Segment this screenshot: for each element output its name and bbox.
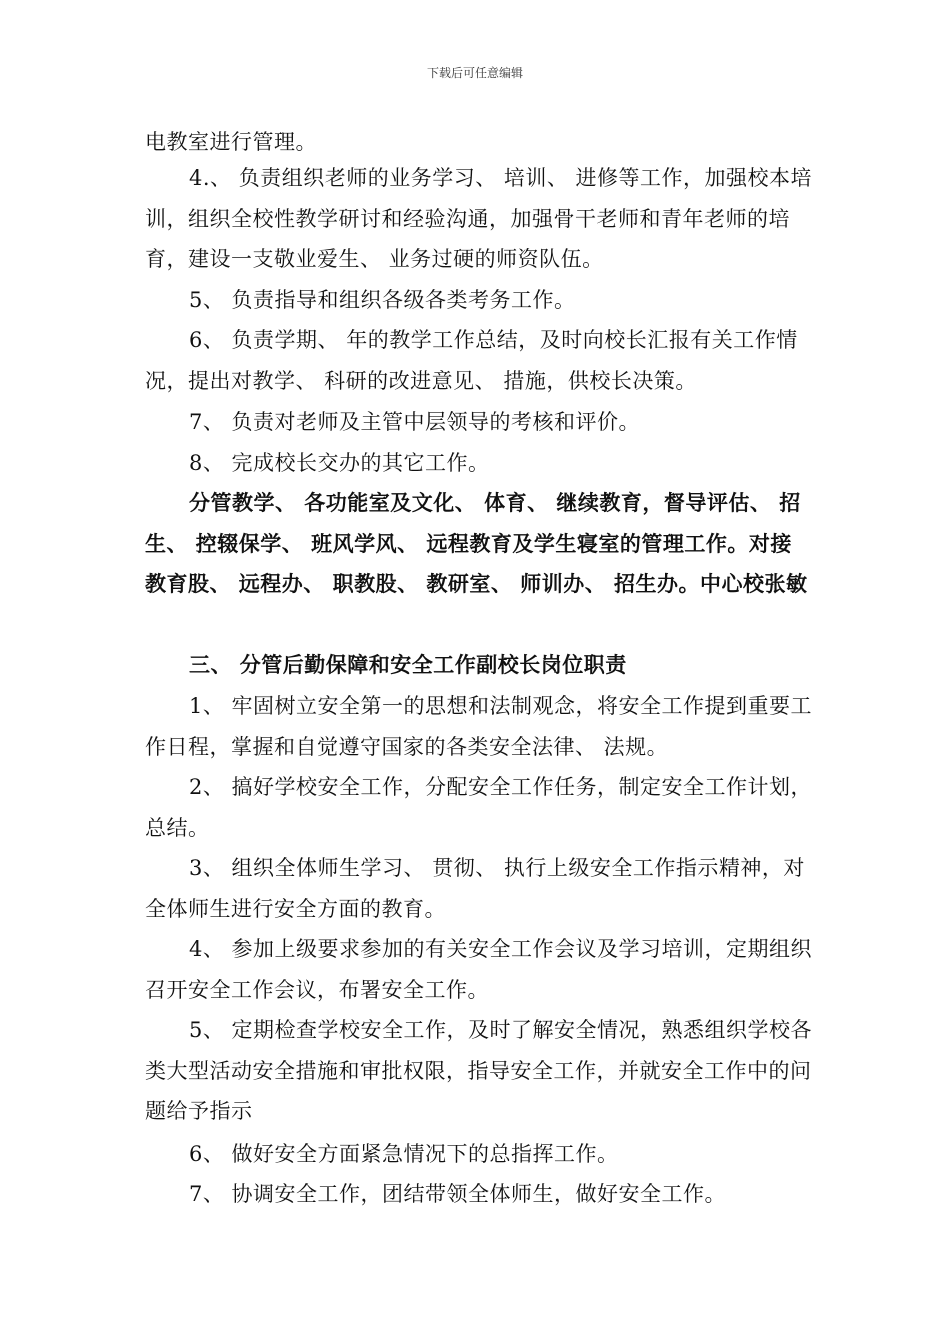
paragraph: 4.、 负责组织老师的业务学习、 培训、 进修等工作，加强校本培训，组织全校性教学研讨和经验沟通，加强骨干老师和青年老师的培育，建设一支敬业爱生、 业务过硬的师资队伍。 <box>145 166 813 271</box>
paragraph: 6、 做好安全方面紧急情况下的总指挥工作。 <box>189 1142 619 1166</box>
paragraph: 2、 搞好学校安全工作，分配安全工作任务，制定安全工作计划，总结。 <box>145 775 813 840</box>
paragraph: 5、 定期检查学校安全工作，及时了解安全情况，熟悉组织学校各类大型活动安全措施和审批权限，指导安全工作，并就安全工作中的问题给予指示 <box>145 1018 813 1123</box>
paragraph: 电教室进行管理。 <box>145 130 317 154</box>
paragraph: 5、 负责指导和组织各级各类考务工作。 <box>189 288 576 312</box>
paragraph: 7、 负责对老师及主管中层领导的考核和评价。 <box>189 410 641 434</box>
paragraph: 8、 完成校长交办的其它工作。 <box>189 451 490 475</box>
paragraph: 6、 负责学期、 年的教学工作总结，及时向校长汇报有关工作情况，提出对教学、 科研的改进意见、 措施，供校长决策。 <box>145 328 798 393</box>
paragraph: 3、 组织全体师生学习、 贯彻、 执行上级安全工作指示精神，对全体师生进行安全方面的教育。 <box>145 856 805 921</box>
paragraph: 4、 参加上级要求参加的有关安全工作会议及学习培训，定期组织召开安全工作会议，布署安全工作。 <box>145 937 813 1002</box>
paragraph: 7、 协调安全工作，团结带领全体师生，做好安全工作。 <box>189 1182 727 1206</box>
paragraph: 1、 牢固树立安全第一的思想和法制观念，将安全工作提到重要工作日程，掌握和自觉遵守国家的各类安全法律、 法规。 <box>145 694 813 759</box>
bold-paragraph: 分管教学、 各功能室及文化、 体育、 继续教育，督导评估、 招生、 控辍保学、 班风学风、 远程教育及学生寝室的管理工作。对接教育股、 远程办、 职教股、 教研室、 师训办、 招生办。中心校张敏 <box>145 490 808 596</box>
page-header: 下载后可任意编辑 <box>426 66 523 80</box>
bold-paragraph: 三、 分管后勤保障和安全工作副校长岗位职责 <box>189 652 627 677</box>
